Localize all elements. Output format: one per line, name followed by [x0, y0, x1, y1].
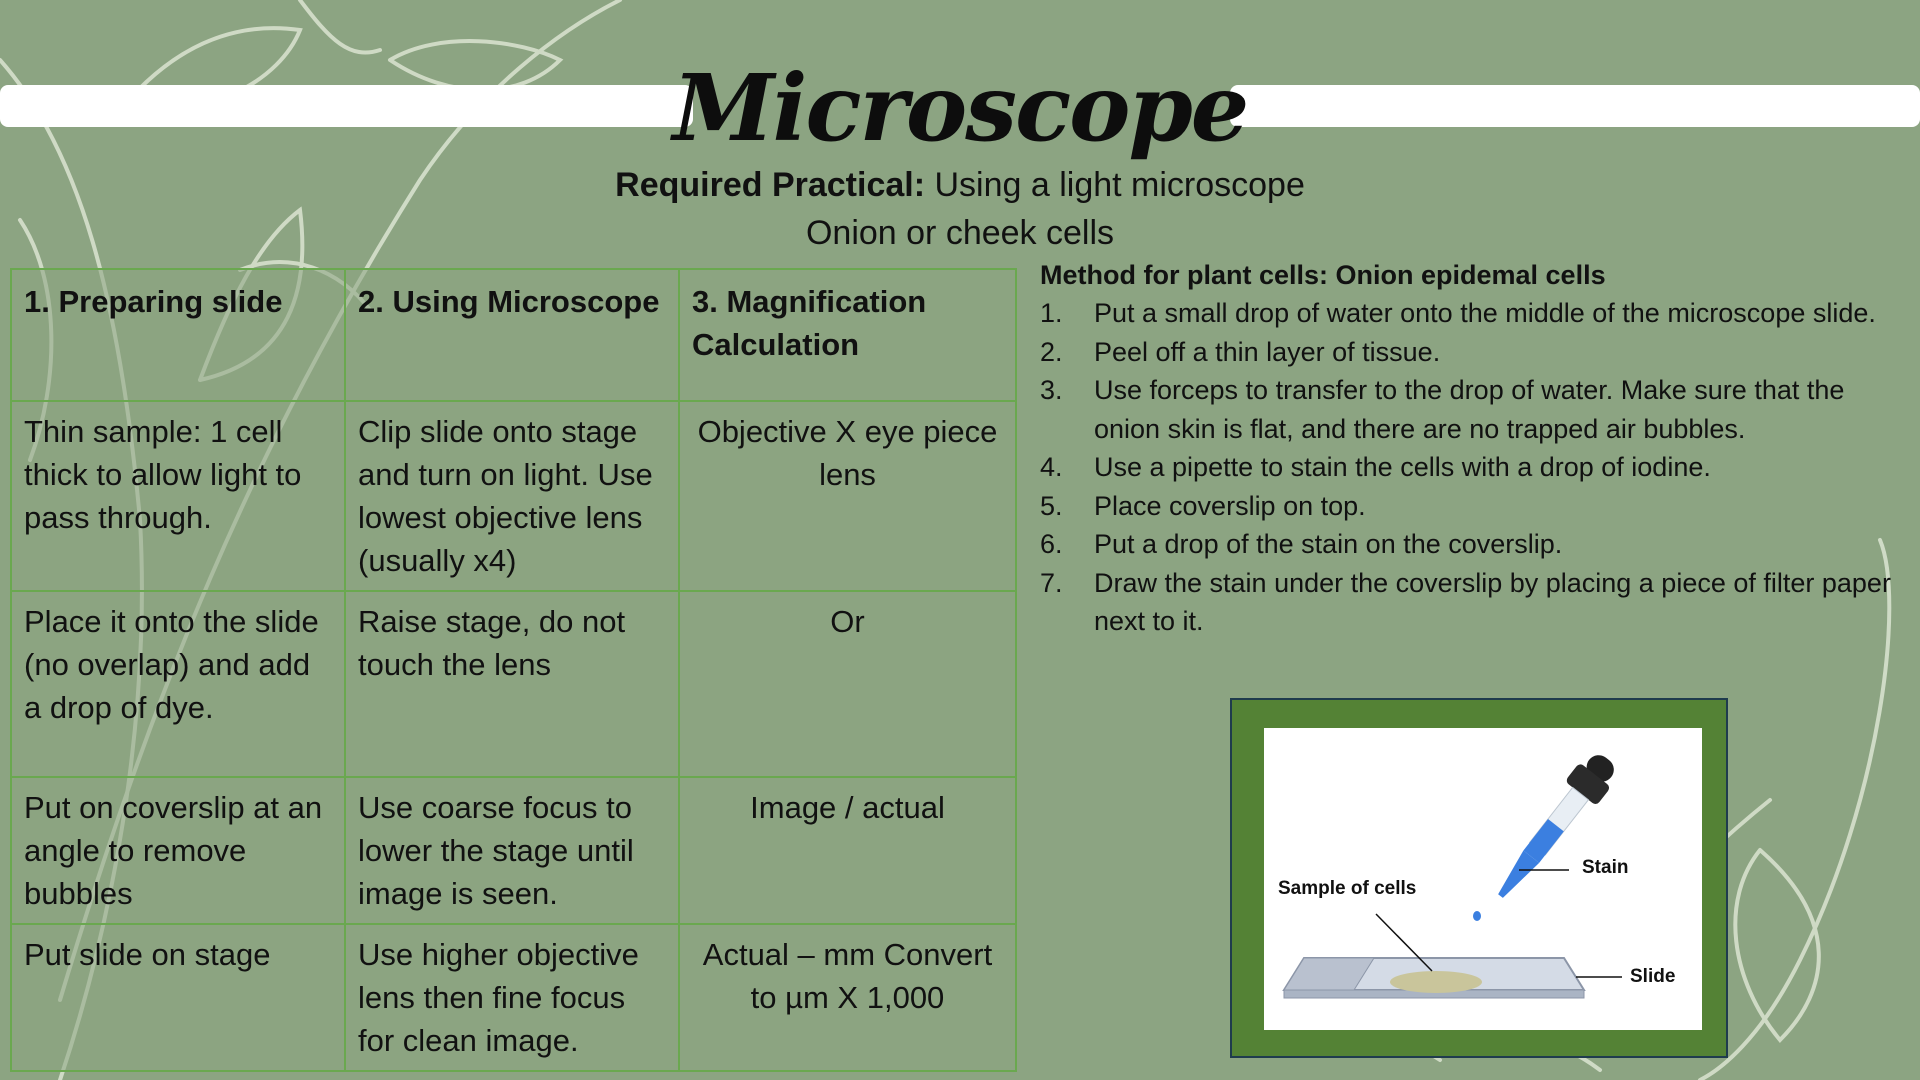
list-item: [1040, 564, 1900, 641]
method-steps-list: [1040, 294, 1900, 641]
step-text: Draw the stain under the coverslip by placing a piece of filter paper next to it.: [1094, 567, 1891, 636]
step-number: 6.: [1040, 529, 1063, 559]
header-magnification-calculation: 3. Magnification Calculation: [679, 269, 1016, 401]
step-text: Use a pipette to stain the cells with a drop of iodine.: [1094, 452, 1711, 482]
figure-frame: [1230, 698, 1728, 1058]
method-title: Method for plant cells: Onion epidemal cells: [1040, 260, 1606, 290]
step-text: Put a drop of the stain on the coverslip.: [1094, 529, 1563, 559]
method-section: [1040, 256, 1900, 641]
page-title: Microscope: [672, 54, 1248, 162]
table-cell: Clip slide onto stage and turn on light. Use lowest objective lens (usually x4): [345, 401, 679, 591]
list-item: [1040, 333, 1900, 372]
header-using-microscope: 2. Using Microscope: [345, 269, 679, 401]
table-cell: Objective X eye piece lens: [679, 401, 1016, 591]
table-cell: Use coarse focus to lower the stage until image is seen.: [345, 777, 679, 924]
list-item: [1040, 525, 1900, 564]
list-item: [1040, 487, 1900, 526]
step-text: Put a small drop of water onto the middle of the microscope slide.: [1094, 298, 1876, 328]
table-cell: Thin sample: 1 cell thick to allow light to pass through.: [11, 401, 345, 591]
table-cell: Raise stage, do not touch the lens: [345, 591, 679, 777]
table-row: [11, 777, 1016, 924]
table-cell: Or: [679, 591, 1016, 777]
table-cell: Actual – mm Convert to µm X 1,000: [679, 924, 1016, 1071]
table-cell: Use higher objective lens then fine focus for clean image.: [345, 924, 679, 1071]
header-preparing-slide: 1. Preparing slide: [11, 269, 345, 401]
subtitle-label: Required Practical:: [615, 166, 926, 204]
table-cell: Image / actual: [679, 777, 1016, 924]
slide-staining-illustration: [1264, 728, 1702, 1030]
table-header-row: [11, 269, 1016, 401]
table-row: [11, 591, 1016, 777]
step-number: 7.: [1040, 567, 1063, 598]
subtitle-text: Using a light microscope: [925, 166, 1305, 204]
table-row: [11, 924, 1016, 1071]
sample-of-cells-label: Sample of cells: [1278, 878, 1417, 899]
stain-label: Stain: [1582, 857, 1629, 878]
step-number: 3.: [1040, 375, 1063, 405]
step-number: 5.: [1040, 490, 1063, 521]
list-item: [1040, 371, 1900, 448]
table-cell: Place it onto the slide (no overlap) and add a drop of dye.: [11, 591, 345, 777]
table-cell: Put slide on stage: [11, 924, 345, 1071]
step-text: Use forceps to transfer to the drop of water. Make sure that the onion skin is flat, and there are no trapped air bubbles.: [1094, 375, 1845, 444]
step-number: 4.: [1040, 452, 1063, 482]
subtitle: [0, 166, 1920, 205]
table-row: [11, 401, 1016, 591]
subtitle-line2: Onion or cheek cells: [805, 214, 1115, 252]
list-item: [1040, 294, 1900, 333]
step-number: 2.: [1040, 336, 1063, 367]
step-text: Peel off a thin layer of tissue.: [1094, 336, 1441, 367]
table-cell: Put on coverslip at an angle to remove bubbles: [11, 777, 345, 924]
list-item: [1040, 448, 1900, 487]
step-number: 1.: [1040, 298, 1063, 328]
slide-label: Slide: [1630, 966, 1676, 987]
practical-steps-table: [10, 268, 1017, 1072]
step-text: Place coverslip on top.: [1094, 490, 1366, 521]
